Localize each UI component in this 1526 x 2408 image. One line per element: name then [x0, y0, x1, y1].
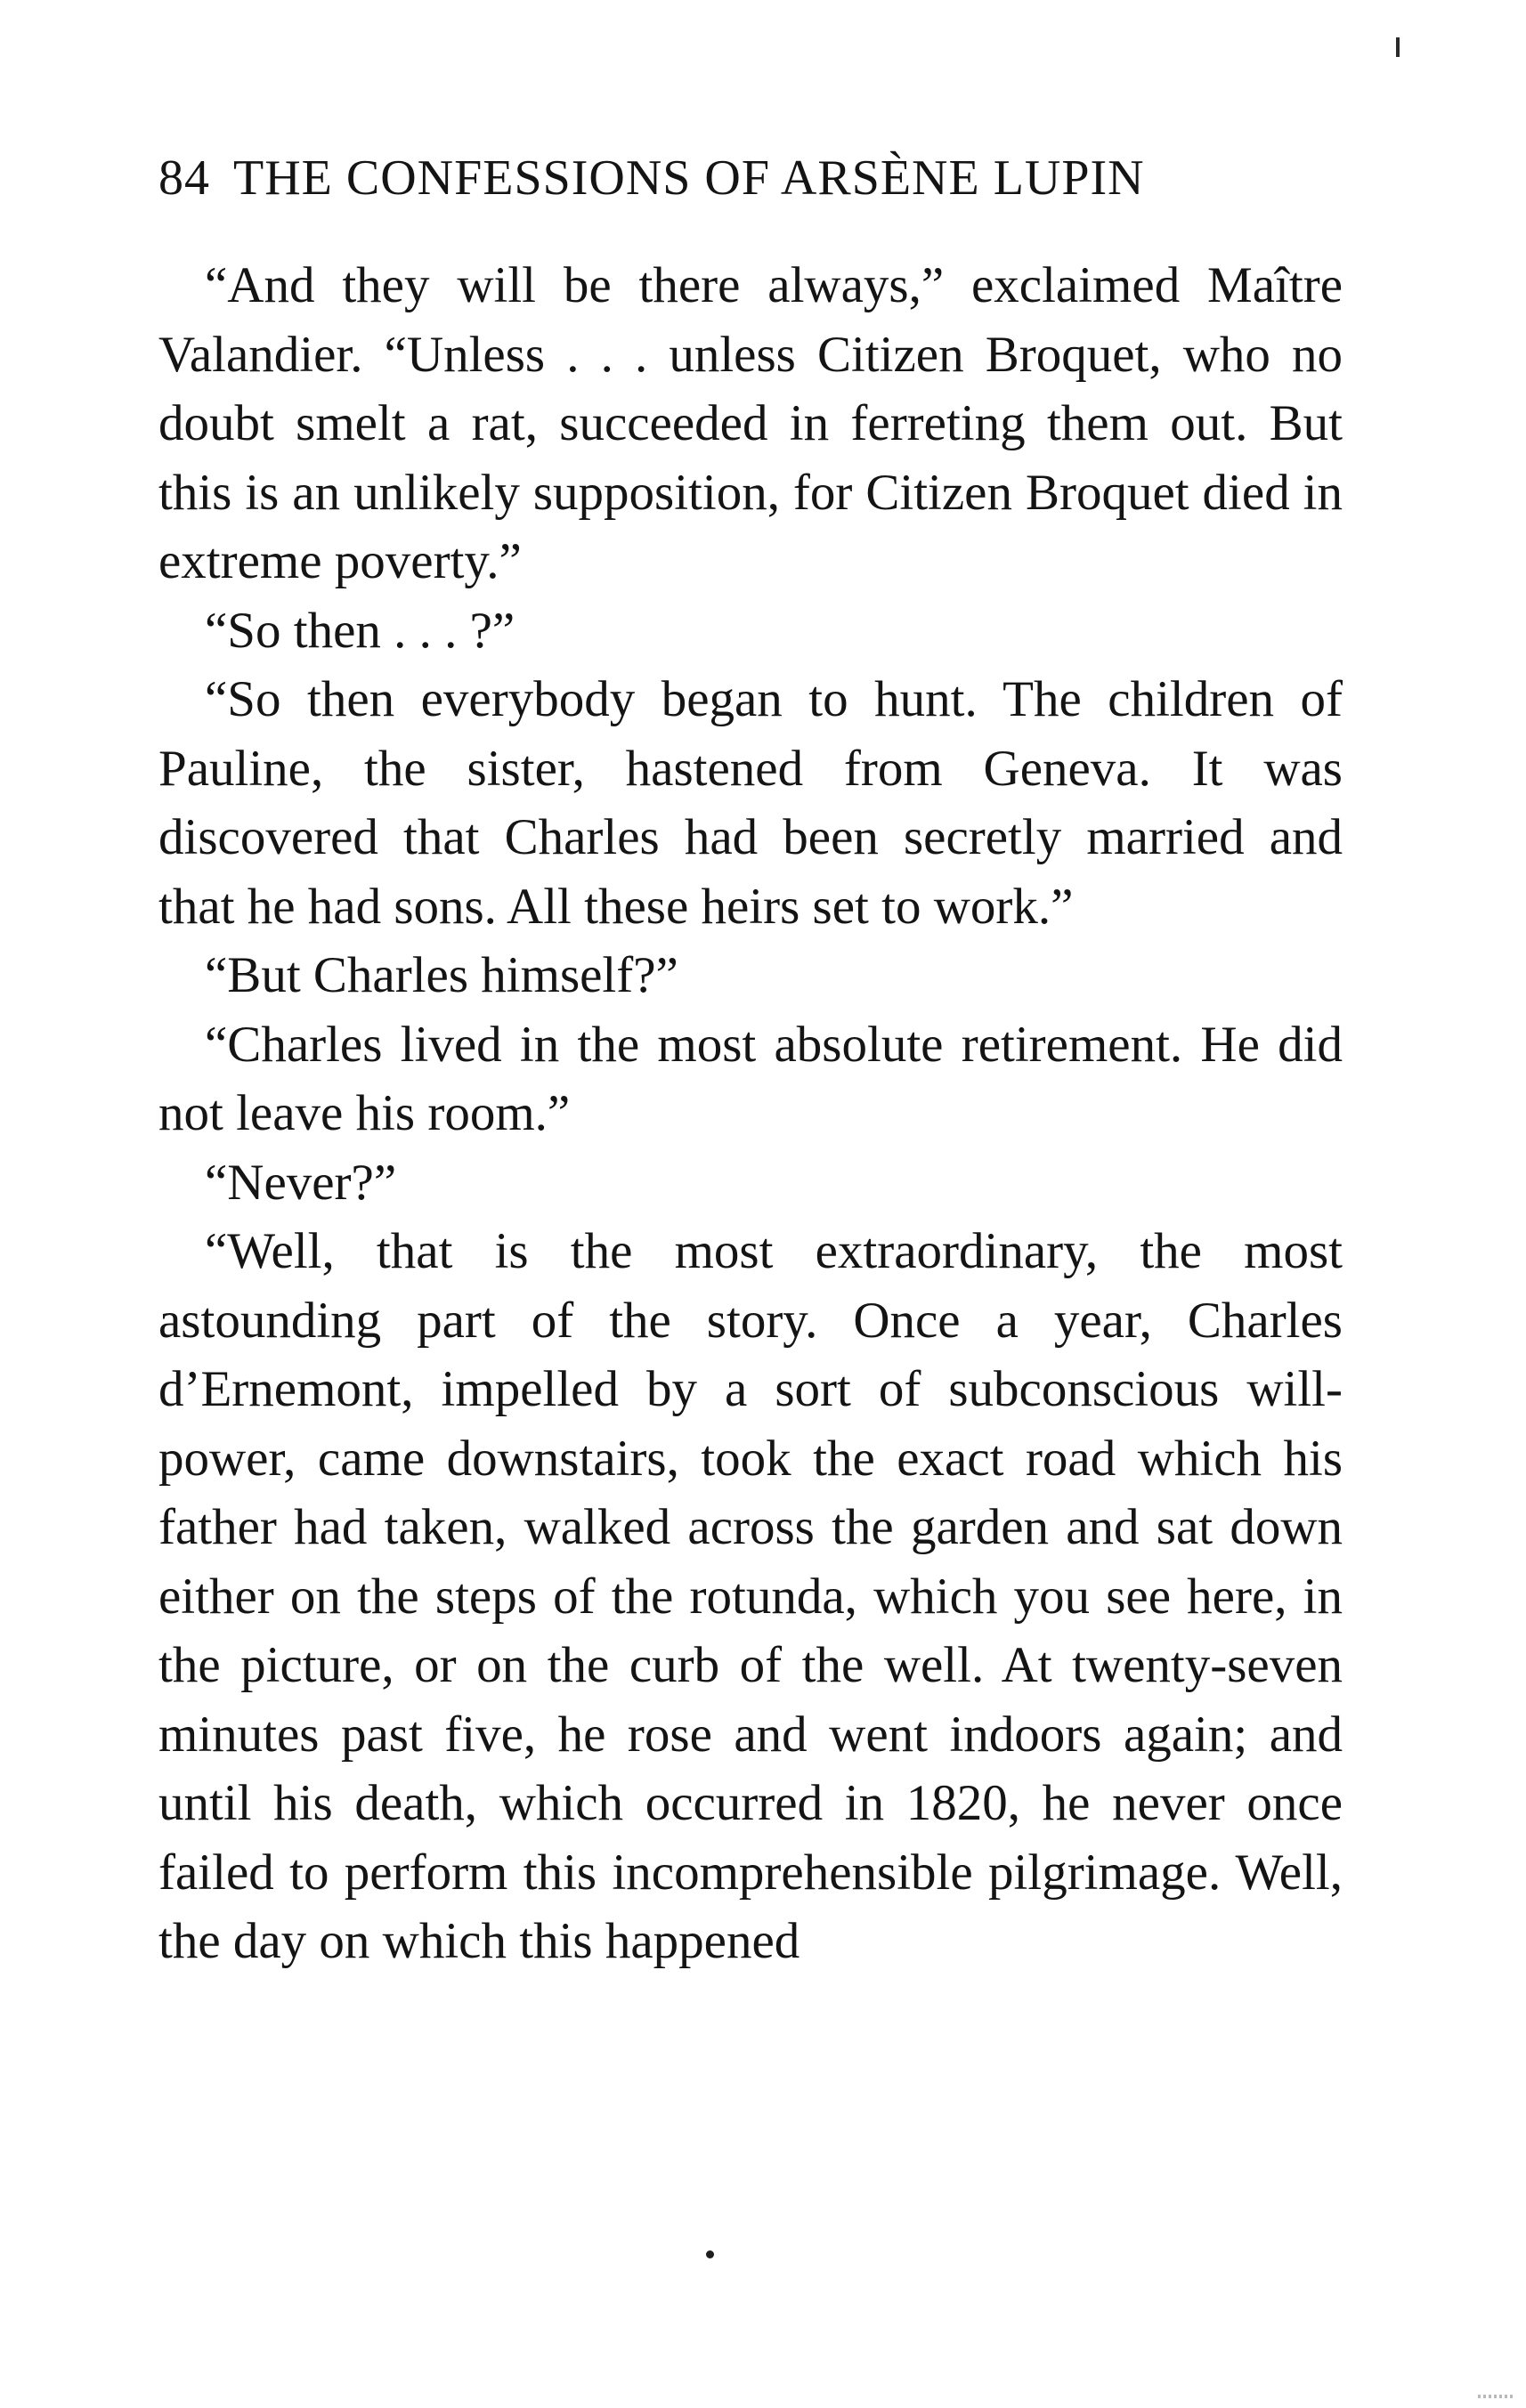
- body-text: [158, 251, 1343, 1976]
- printer-dot: [706, 2250, 714, 2258]
- running-head: [158, 142, 1387, 214]
- paragraph: “So then . . . ?”: [205, 602, 515, 659]
- book-title: THE CONFESSIONS OF ARSÈNE LUPIN: [233, 150, 1145, 206]
- paragraph: “But Charles himself?”: [205, 947, 678, 1003]
- margin-mark: [1396, 37, 1400, 57]
- paragraph: “Charles lived in the most absolute retirement. He did not leave his room.”: [158, 1016, 1343, 1141]
- paragraph: “And they will be there always,” exclaimed Maître Valandier. “Unless . . . unless Citizen Broquet, who no doubt smelt a rat, succeeded in ferreting them out. But this is an unlikely supposition, for Citizen Broquet died in extreme poverty.”: [158, 257, 1343, 589]
- page-number: 84: [158, 150, 210, 206]
- paragraph: “Never?”: [205, 1154, 397, 1211]
- paragraph: “So then everybody began to hunt. The children of Pauline, the sister, hastened from Geneva. It was discovered that Charles had been secretly married and that he had sons. All these heirs set to work.”: [158, 671, 1343, 935]
- scan-artifact: [1478, 2395, 1514, 2398]
- paragraph: “Well, that is the most extraordinary, the most astounding part of the story. Once a year, Charles d’Ernemont, impelled by a sort of subconscious will-power, came downstairs, took the exact road which his father had taken, walked across the garden and sat down either on the steps of the rotunda, which you see here, in the picture, or on the curb of the well. At twenty-seven minutes past five, he rose and went indoors again; and until his death, which occurred in 1820, he never once failed to perform this incomprehensible pilgrimage. Well, the day on which this happened: [158, 1223, 1343, 1969]
